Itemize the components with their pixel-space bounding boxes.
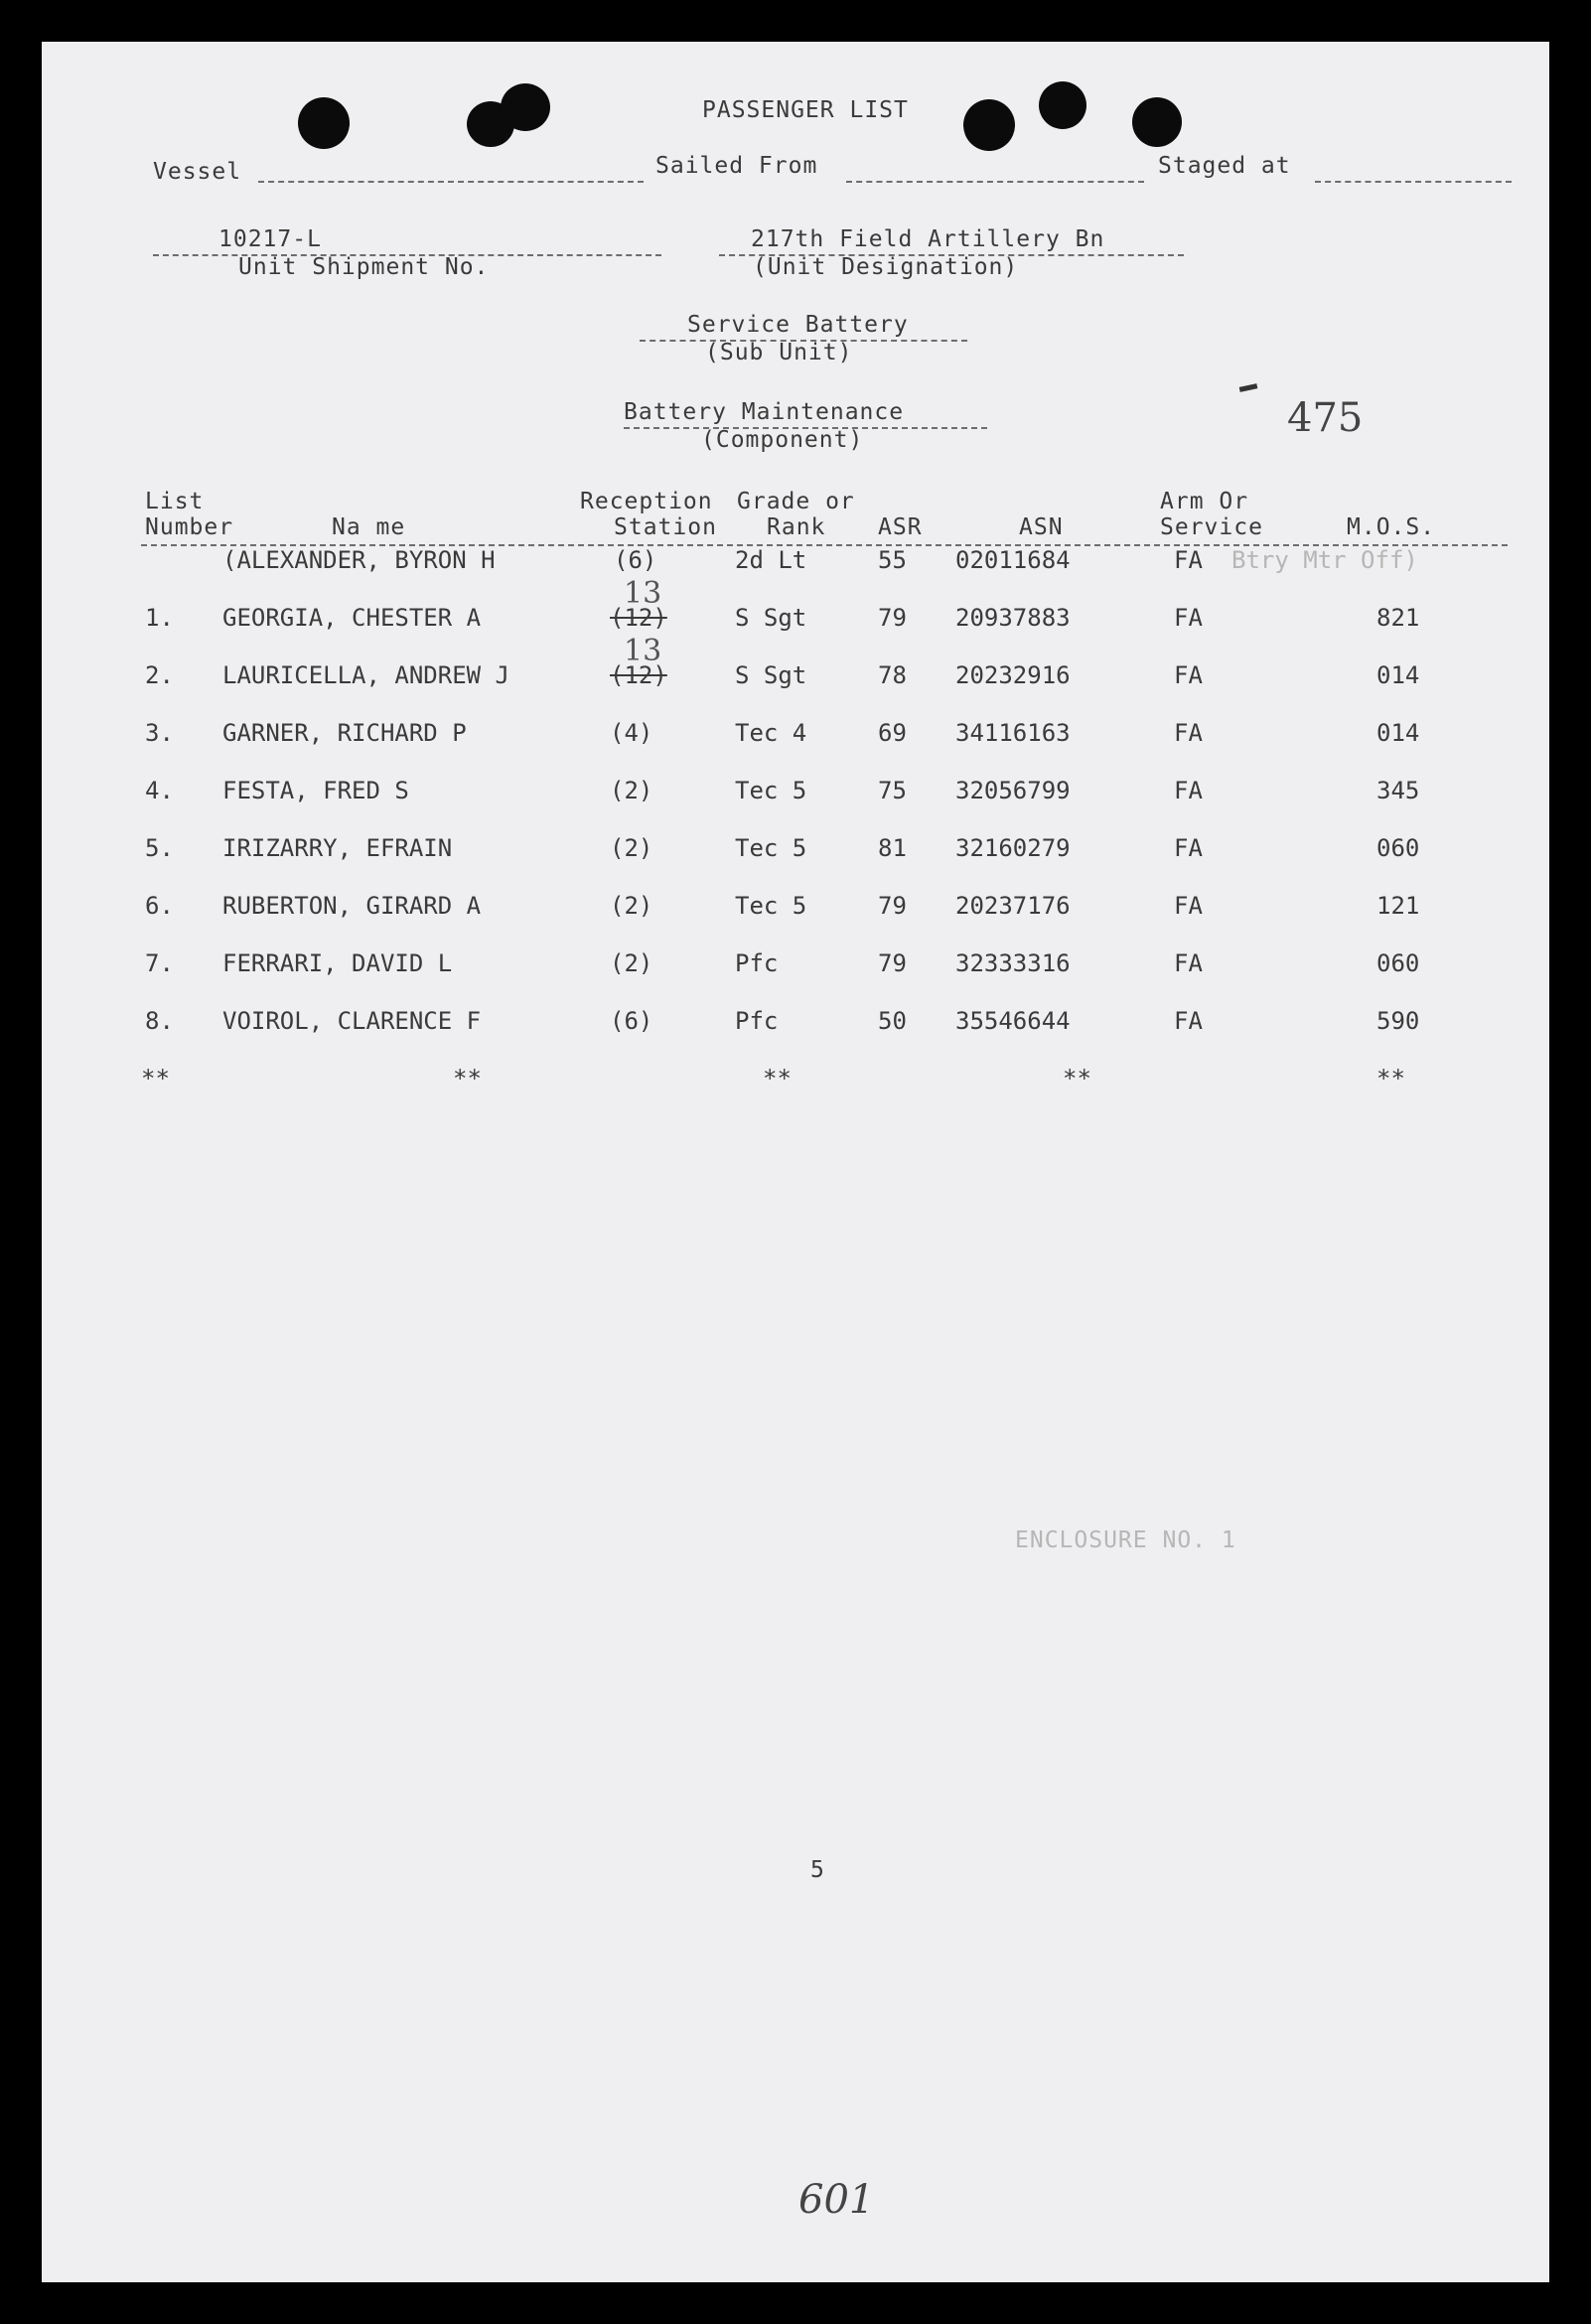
row-mos: 014	[1376, 719, 1420, 747]
row-asn: 34116163	[955, 719, 1071, 747]
handwritten-footer: 601	[798, 2177, 875, 2223]
row-arm: FA	[1174, 719, 1203, 747]
row-name: FESTA, FRED S	[222, 777, 409, 804]
table-row	[42, 892, 1549, 932]
row-grade: Tec 5	[735, 777, 807, 804]
end-mark: **	[141, 1065, 170, 1092]
row-grade: Tec 5	[735, 892, 807, 920]
col-name: Na me	[332, 514, 406, 540]
row-arm: FA	[1174, 1007, 1203, 1035]
row-name: LAURICELLA, ANDREW J	[222, 661, 509, 689]
row-asn: 20237176	[955, 892, 1071, 920]
officer-name: (ALEXANDER, BYRON H	[222, 546, 496, 574]
sailed-from-label: Sailed From	[655, 153, 818, 179]
row-asr: 81	[878, 834, 907, 862]
end-mark: **	[453, 1065, 482, 1092]
row-asn: 20937883	[955, 604, 1071, 632]
unit-designation: 217th Field Artillery Bn	[751, 226, 1105, 252]
row-station: (2)	[610, 949, 653, 977]
row-station: (2)	[610, 834, 653, 862]
officer-asn: 02011684	[955, 546, 1071, 574]
handwritten-number: 475	[1287, 395, 1364, 441]
unit-shipment-caption: Unit Shipment No.	[238, 254, 490, 280]
row-asn: 35546644	[955, 1007, 1071, 1035]
row-grade: Tec 5	[735, 834, 807, 862]
table-row	[42, 576, 1549, 644]
row-asn: 32333316	[955, 949, 1071, 977]
row-mos: 060	[1376, 834, 1420, 862]
end-mark: **	[763, 1065, 792, 1092]
row-mos: 060	[1376, 949, 1420, 977]
staged-at-label: Staged at	[1158, 153, 1291, 179]
row-asr: 69	[878, 719, 907, 747]
vessel-label: Vessel	[153, 159, 242, 185]
row-name: GEORGIA, CHESTER A	[222, 604, 482, 632]
row-mos: 821	[1376, 604, 1420, 632]
col-arm-1: Arm Or	[1160, 489, 1249, 514]
row-arm: FA	[1174, 834, 1203, 862]
officer-station: (6)	[614, 546, 657, 574]
officer-arm: FA	[1174, 546, 1203, 574]
row-station: (12)	[610, 604, 667, 632]
unit-shipment-no: 10217-L	[218, 226, 322, 252]
row-asr: 79	[878, 892, 907, 920]
row-arm: FA	[1174, 604, 1203, 632]
document-title: PASSENGER LIST	[702, 97, 909, 123]
table-row	[42, 719, 1549, 759]
officer-grade: 2d Lt	[735, 546, 807, 574]
row-asr: 50	[878, 1007, 907, 1035]
row-station: (2)	[610, 892, 653, 920]
col-asn: ASN	[1019, 514, 1064, 540]
table-row	[42, 777, 1549, 816]
vessel-blank	[258, 181, 644, 183]
row-name: GARNER, RICHARD P	[222, 719, 467, 747]
row-station: (2)	[610, 777, 653, 804]
sub-unit: Service Battery	[687, 312, 909, 338]
col-mos: M.O.S.	[1347, 514, 1436, 540]
pencil-mark	[1239, 383, 1258, 392]
row-asr: 78	[878, 661, 907, 689]
row-asn: 20232916	[955, 661, 1071, 689]
row-grade: S Sgt	[735, 661, 807, 689]
punch-hole	[298, 97, 350, 149]
row-mos: 014	[1376, 661, 1420, 689]
row-number: 8.	[145, 1007, 174, 1035]
row-grade: Pfc	[735, 949, 779, 977]
col-reception-1: Reception	[580, 489, 713, 514]
officer-asr: 55	[878, 546, 907, 574]
col-list-number-1: List	[145, 489, 205, 514]
end-marks-row	[42, 1065, 1549, 1104]
row-asr: 79	[878, 604, 907, 632]
table-row	[42, 634, 1549, 701]
end-mark: **	[1063, 1065, 1091, 1092]
row-number: 4.	[145, 777, 174, 804]
row-number: 7.	[145, 949, 174, 977]
row-number: 3.	[145, 719, 174, 747]
row-name: FERRARI, DAVID L	[222, 949, 453, 977]
sub-unit-caption: (Sub Unit)	[705, 340, 853, 365]
col-grade-2: Rank	[767, 514, 826, 540]
component-caption: (Component)	[701, 427, 864, 453]
component: Battery Maintenance	[624, 399, 905, 425]
table-row	[42, 834, 1549, 874]
punch-hole	[501, 83, 550, 131]
row-station-correction: 13	[624, 634, 662, 668]
row-number: 6.	[145, 892, 174, 920]
row-station: (4)	[610, 719, 653, 747]
row-station: (6)	[610, 1007, 653, 1035]
staged-at-blank	[1315, 181, 1512, 183]
row-mos: 590	[1376, 1007, 1420, 1035]
row-asn: 32056799	[955, 777, 1071, 804]
row-mos: 121	[1376, 892, 1420, 920]
row-arm: FA	[1174, 949, 1203, 977]
officer-mos: Btry Mtr Off)	[1231, 546, 1418, 574]
row-grade: Pfc	[735, 1007, 779, 1035]
row-asr: 79	[878, 949, 907, 977]
row-grade: S Sgt	[735, 604, 807, 632]
row-arm: FA	[1174, 661, 1203, 689]
col-grade-1: Grade or	[737, 489, 855, 514]
row-grade: Tec 4	[735, 719, 807, 747]
row-name: IRIZARRY, EFRAIN	[222, 834, 453, 862]
document-page	[42, 42, 1549, 2282]
enclosure-label: ENCLOSURE NO. 1	[1015, 1527, 1236, 1553]
row-asr: 75	[878, 777, 907, 804]
table-row	[42, 1007, 1549, 1047]
end-mark: **	[1376, 1065, 1405, 1092]
punch-hole	[963, 99, 1015, 151]
row-arm: FA	[1174, 777, 1203, 804]
col-reception-2: Station	[614, 514, 717, 540]
row-mos: 345	[1376, 777, 1420, 804]
row-number: 2.	[145, 661, 174, 689]
punch-hole	[1039, 81, 1086, 129]
col-list-number-2: Number	[145, 514, 234, 540]
row-arm: FA	[1174, 892, 1203, 920]
table-row	[42, 949, 1549, 989]
punch-hole	[1132, 97, 1182, 147]
sailed-from-blank	[846, 181, 1144, 183]
table-row-officer	[42, 546, 1549, 586]
row-name: RUBERTON, GIRARD A	[222, 892, 482, 920]
row-number: 1.	[145, 604, 174, 632]
col-arm-2: Service	[1160, 514, 1263, 540]
row-station-correction: 13	[624, 576, 662, 611]
row-name: VOIROL, CLARENCE F	[222, 1007, 482, 1035]
row-asn: 32160279	[955, 834, 1071, 862]
col-asr: ASR	[878, 514, 923, 540]
row-number: 5.	[145, 834, 174, 862]
unit-designation-caption: (Unit Designation)	[753, 254, 1019, 280]
row-station: (12)	[610, 661, 667, 689]
page-number: 5	[810, 1857, 825, 1883]
